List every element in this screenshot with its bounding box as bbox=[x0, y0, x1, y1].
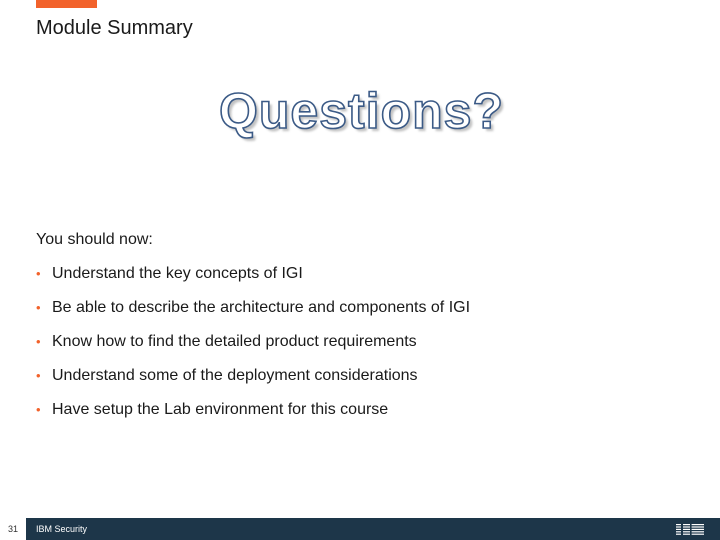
questions-heading: Questions? bbox=[218, 83, 505, 139]
bullet-item bbox=[36, 400, 470, 434]
bullet-item bbox=[36, 264, 470, 298]
footer-label: IBM Security bbox=[36, 524, 88, 534]
bullet-text: Understand the key concepts of IGI bbox=[52, 265, 303, 282]
bullet-text: Understand some of the deployment considerations bbox=[52, 367, 418, 384]
bullet-text: Know how to find the detailed product requirements bbox=[52, 333, 417, 350]
bullet-dot-icon: • bbox=[36, 300, 41, 315]
bullet-dot-icon: • bbox=[36, 334, 41, 349]
ibm-logo-icon bbox=[676, 524, 704, 535]
bullet-dot-icon: • bbox=[36, 266, 41, 281]
accent-bar bbox=[36, 0, 97, 8]
summary-bullet-list bbox=[36, 264, 470, 434]
page-number: 31 bbox=[0, 518, 26, 540]
bullet-item bbox=[36, 298, 470, 332]
bullet-text: Be able to describe the architecture and components of IGI bbox=[52, 299, 471, 316]
slide-title: Module Summary bbox=[36, 17, 193, 39]
bullet-text: Have setup the Lab environment for this course bbox=[52, 401, 389, 418]
intro-text: You should now: bbox=[36, 231, 153, 248]
footer-bar bbox=[0, 518, 720, 540]
bullet-item bbox=[36, 366, 470, 400]
bullet-dot-icon: • bbox=[36, 402, 41, 417]
bullet-dot-icon: • bbox=[36, 368, 41, 383]
bullet-item bbox=[36, 332, 470, 366]
